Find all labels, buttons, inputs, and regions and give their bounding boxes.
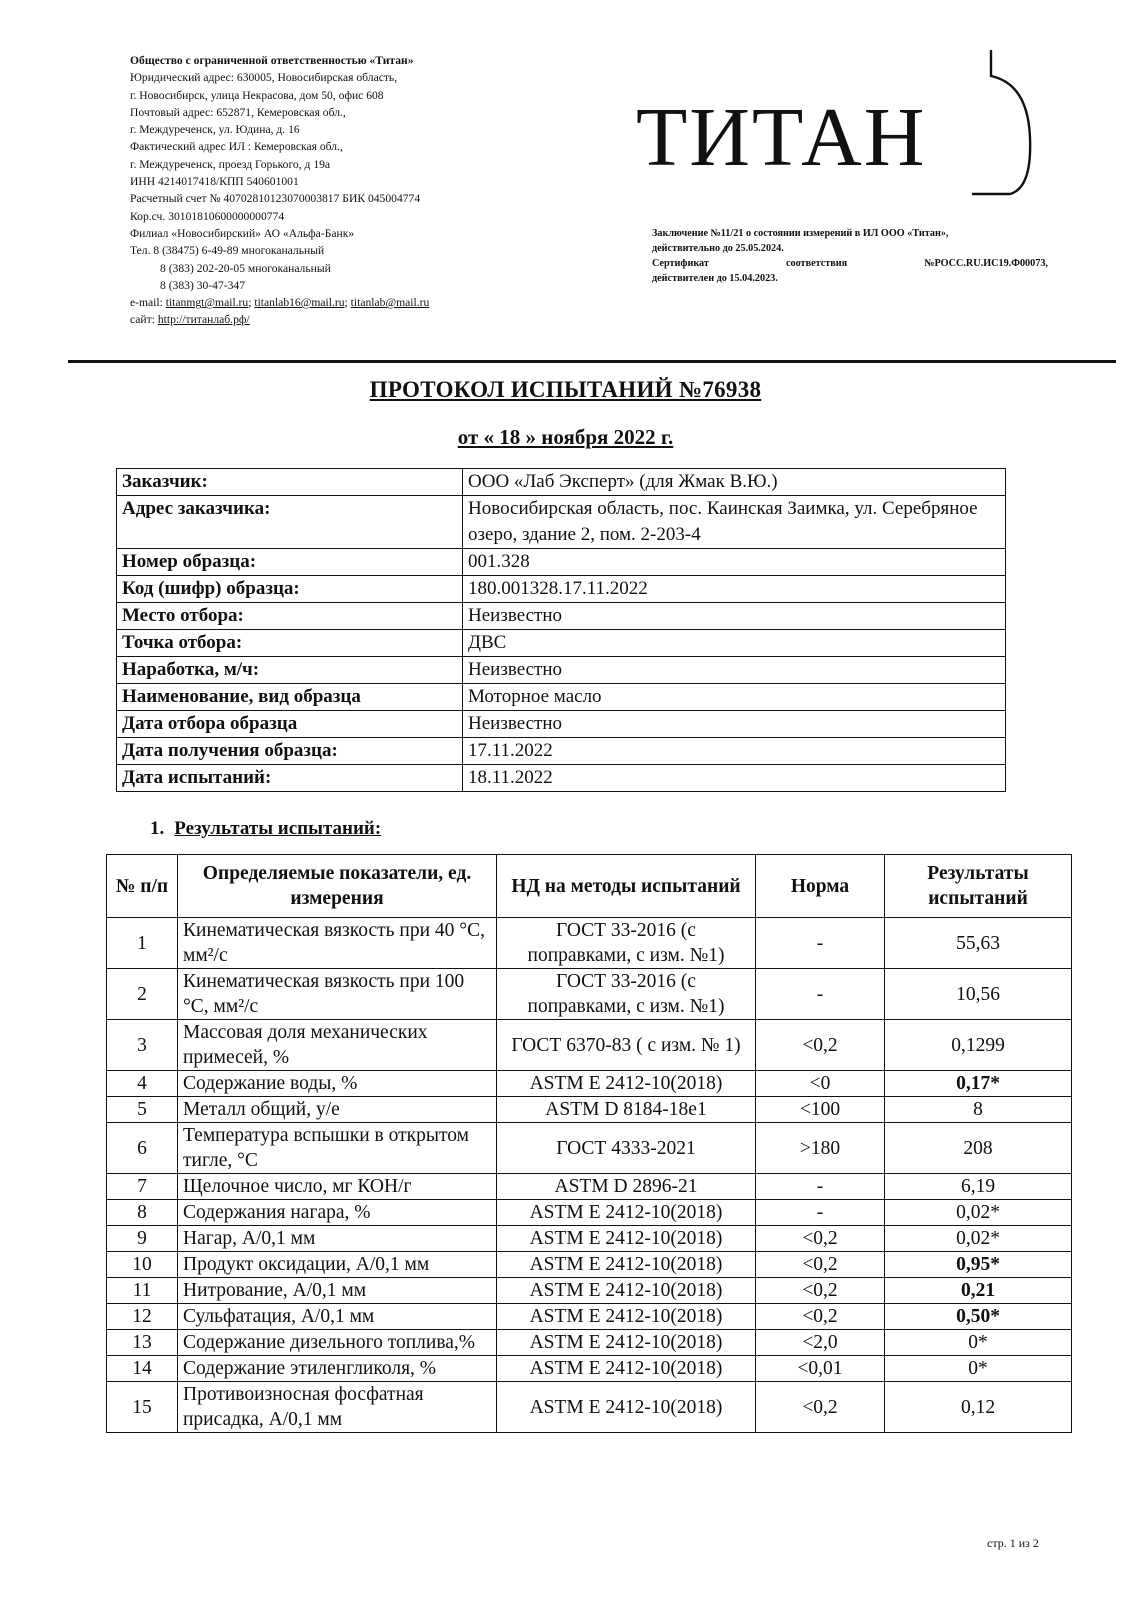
info-row xyxy=(117,765,1006,792)
result-norm: >180 xyxy=(756,1123,885,1174)
requisite-line: Расчетный счет № 40702810123070003817 БИК 045004774 xyxy=(130,192,421,206)
result-num: 7 xyxy=(107,1174,178,1200)
result-value: 208 xyxy=(885,1123,1072,1174)
requisite-line: 8 (383) 30-47-347 xyxy=(160,278,246,292)
result-norm: <0,2 xyxy=(756,1278,885,1304)
result-norm: - xyxy=(756,918,885,969)
result-norm: <0,2 xyxy=(756,1252,885,1278)
info-value: ДВС xyxy=(463,630,1006,657)
result-param: Содержание воды, % xyxy=(178,1071,497,1097)
result-method: ГОСТ 33-2016 (с поправками, с изм. №1) xyxy=(497,969,756,1020)
result-norm: <0,2 xyxy=(756,1020,885,1071)
result-param: Нагар, А/0,1 мм xyxy=(178,1226,497,1252)
result-norm: <0,01 xyxy=(756,1356,885,1382)
result-value: 6,19 xyxy=(885,1174,1072,1200)
info-value: Неизвестно xyxy=(463,603,1006,630)
result-param: Содержание этиленгликоля, % xyxy=(178,1356,497,1382)
result-norm: <0,2 xyxy=(756,1382,885,1433)
info-key: Номер образца: xyxy=(117,549,463,576)
results-row xyxy=(107,1226,1072,1252)
header-param: Определяемые показатели, ед. измерения xyxy=(178,855,497,918)
results-header-row xyxy=(107,855,1072,918)
result-method: ГОСТ 33-2016 (с поправками, с изм. №1) xyxy=(497,918,756,969)
info-key: Адрес заказчика: xyxy=(117,496,463,549)
requisite-line: Общество с ограниченной ответственностью «Титан» xyxy=(130,54,414,67)
result-param: Продукт оксидации, А/0,1 мм xyxy=(178,1252,497,1278)
info-value: Неизвестно xyxy=(463,657,1006,684)
results-row xyxy=(107,1123,1072,1174)
result-num: 10 xyxy=(107,1252,178,1278)
info-value: Неизвестно xyxy=(463,711,1006,738)
results-row xyxy=(107,1382,1072,1433)
requisite-line: Кор.сч. 30101810600000000774 xyxy=(130,209,285,223)
result-method: ASTM E 2412-10(2018) xyxy=(497,1278,756,1304)
info-key: Заказчик: xyxy=(117,469,463,496)
results-row xyxy=(107,1071,1072,1097)
info-row xyxy=(117,711,1006,738)
logo-text: ТИТАН xyxy=(636,91,927,184)
info-value: 18.11.2022 xyxy=(463,765,1006,792)
result-method: ASTM D 8184-18e1 xyxy=(497,1097,756,1123)
result-num: 12 xyxy=(107,1304,178,1330)
section-number: 1. xyxy=(150,818,165,839)
result-num: 13 xyxy=(107,1330,178,1356)
site-label: сайт: xyxy=(130,313,158,327)
protocol-date: от « 18 » ноября 2022 г. xyxy=(457,425,674,449)
info-row xyxy=(117,469,1006,496)
section-title: Результаты испытаний: xyxy=(174,818,382,839)
email-link-3[interactable]: titanlab@mail.ru xyxy=(350,296,430,310)
info-value: 180.001328.17.11.2022 xyxy=(463,576,1006,603)
result-norm: - xyxy=(756,1200,885,1226)
result-value: 0,17* xyxy=(885,1071,1072,1097)
certificate-info xyxy=(652,226,1048,286)
info-key: Дата испытаний: xyxy=(117,765,463,792)
result-param: Щелочное число, мг КОН/г xyxy=(178,1174,497,1200)
result-method: ASTM E 2412-10(2018) xyxy=(497,1304,756,1330)
result-num: 3 xyxy=(107,1020,178,1071)
email-link-1[interactable]: titanmgt@mail.ru xyxy=(165,296,249,310)
result-value: 0,12 xyxy=(885,1382,1072,1433)
result-value: 0,1299 xyxy=(885,1020,1072,1071)
header-result: Результаты испытаний xyxy=(885,855,1072,918)
results-row xyxy=(107,1304,1072,1330)
result-method: ASTM E 2412-10(2018) xyxy=(497,1252,756,1278)
info-key: Наработка, м/ч: xyxy=(117,657,463,684)
result-value: 0* xyxy=(885,1330,1072,1356)
result-param: Противоизносная фосфатная присадка, А/0,1 мм xyxy=(178,1382,497,1433)
result-value: 55,63 xyxy=(885,918,1072,969)
result-value: 0,50* xyxy=(885,1304,1072,1330)
requisite-line: Тел. 8 (38475) 6-49-89 многоканальный xyxy=(130,244,325,258)
result-method: ASTM E 2412-10(2018) xyxy=(497,1071,756,1097)
company-logo xyxy=(636,48,1076,208)
result-num: 11 xyxy=(107,1278,178,1304)
requisite-line: г. Междуреченск, проезд Горького, д 19а xyxy=(130,157,331,171)
info-row xyxy=(117,576,1006,603)
result-num: 8 xyxy=(107,1200,178,1226)
result-method: ГОСТ 6370-83 ( с изм. № 1) xyxy=(497,1020,756,1071)
results-row xyxy=(107,1174,1072,1200)
requisite-line: 8 (383) 202-20-05 многоканальный xyxy=(160,261,331,275)
results-row xyxy=(107,1278,1072,1304)
protocol-title: ПРОТОКОЛ ИСПЫТАНИЙ №76938 xyxy=(369,377,762,402)
results-row xyxy=(107,969,1072,1020)
result-param: Металл общий, у/е xyxy=(178,1097,497,1123)
info-value: ООО «Лаб Эксперт» (для Жмак В.Ю.) xyxy=(463,469,1006,496)
results-row xyxy=(107,1330,1072,1356)
requisite-line: Почтовый адрес: 652871, Кемеровская обл., xyxy=(130,105,346,119)
results-row xyxy=(107,1020,1072,1071)
result-norm: <100 xyxy=(756,1097,885,1123)
sample-info-table xyxy=(116,468,1006,792)
email-label: e-mail: xyxy=(130,296,166,310)
result-norm: - xyxy=(756,969,885,1020)
result-value: 0,02* xyxy=(885,1226,1072,1252)
result-param: Температура вспышки в открытом тигле, °С xyxy=(178,1123,497,1174)
info-row xyxy=(117,684,1006,711)
cert-line-4: действителен до 15.04.2023. xyxy=(652,273,778,284)
requisite-line: г. Междуреченск, ул. Юдина, д. 16 xyxy=(130,123,300,137)
results-row xyxy=(107,1200,1072,1226)
header-norm: Норма xyxy=(756,855,885,918)
email-line: e-mail: titanmgt@mail.ru; titanlab16@mail.ru; titanlab@mail.ru xyxy=(130,296,430,310)
result-num: 5 xyxy=(107,1097,178,1123)
info-value: Новосибирская область, пос. Каинская Заимка, ул. Серебряное озеро, здание 2, пом. 2-203-4 xyxy=(463,496,1006,549)
result-num: 15 xyxy=(107,1382,178,1433)
header-method: НД на методы испытаний xyxy=(497,855,756,918)
results-row xyxy=(107,918,1072,969)
result-param: Содержания нагара, % xyxy=(178,1200,497,1226)
result-method: ASTM E 2412-10(2018) xyxy=(497,1356,756,1382)
result-param: Массовая доля механических примесей, % xyxy=(178,1020,497,1071)
company-requisites xyxy=(130,52,550,329)
result-num: 2 xyxy=(107,969,178,1020)
info-row xyxy=(117,603,1006,630)
result-value: 0,02* xyxy=(885,1200,1072,1226)
section-heading xyxy=(150,818,381,840)
cert-line-3: Сертификат соответствия №РОСС.RU.ИС19.Ф00073, xyxy=(652,258,1048,269)
info-row xyxy=(117,657,1006,684)
result-method: ASTM E 2412-10(2018) xyxy=(497,1200,756,1226)
result-num: 1 xyxy=(107,918,178,969)
requisite-line: ИНН 4214017418/КПП 540601001 xyxy=(130,175,299,189)
requisite-line: Юридический адрес: 630005, Новосибирская область, xyxy=(130,71,398,85)
result-num: 4 xyxy=(107,1071,178,1097)
info-row xyxy=(117,738,1006,765)
result-value: 10,56 xyxy=(885,969,1072,1020)
result-value: 8 xyxy=(885,1097,1072,1123)
cert-line-1: Заключение №11/21 о состоянии измерений в ИЛ ООО «Титан», xyxy=(652,228,949,239)
site-link[interactable]: http://титанлаб.рф/ xyxy=(157,313,250,327)
result-method: ASTM E 2412-10(2018) xyxy=(497,1382,756,1433)
info-row xyxy=(117,496,1006,549)
result-method: ASTM E 2412-10(2018) xyxy=(497,1226,756,1252)
result-param: Нитрование, А/0,1 мм xyxy=(178,1278,497,1304)
result-num: 14 xyxy=(107,1356,178,1382)
result-method: ASTM E 2412-10(2018) xyxy=(497,1330,756,1356)
result-value: 0,21 xyxy=(885,1278,1072,1304)
info-key: Дата получения образца: xyxy=(117,738,463,765)
result-param: Сульфатация, А/0,1 мм xyxy=(178,1304,497,1330)
result-num: 6 xyxy=(107,1123,178,1174)
result-param: Кинематическая вязкость при 100 °С, мм²/с xyxy=(178,969,497,1020)
result-value: 0* xyxy=(885,1356,1072,1382)
info-value: 17.11.2022 xyxy=(463,738,1006,765)
result-norm: <0,2 xyxy=(756,1226,885,1252)
result-norm: <0,2 xyxy=(756,1304,885,1330)
header-divider xyxy=(68,360,1116,363)
info-row xyxy=(117,630,1006,657)
header-num: № п/п xyxy=(107,855,178,918)
result-num: 9 xyxy=(107,1226,178,1252)
info-row xyxy=(117,549,1006,576)
site-line xyxy=(130,311,550,328)
info-value: Моторное масло xyxy=(463,684,1006,711)
results-table xyxy=(106,854,1072,1433)
requisite-line: Филиал «Новосибирский» АО «Альфа-Банк» xyxy=(130,226,355,240)
result-param: Кинематическая вязкость при 40 °С, мм²/с xyxy=(178,918,497,969)
cert-line-2: действительно до 25.05.2024. xyxy=(652,243,784,254)
requisite-line: Фактический адрес ИЛ : Кемеровская обл., xyxy=(130,140,343,154)
results-row xyxy=(107,1252,1072,1278)
info-key: Точка отбора: xyxy=(117,630,463,657)
results-row xyxy=(107,1356,1072,1382)
requisite-line: г. Новосибирск, улица Некрасова, дом 50, офис 608 xyxy=(130,88,384,102)
info-key: Код (шифр) образца: xyxy=(117,576,463,603)
result-method: ASTM D 2896-21 xyxy=(497,1174,756,1200)
info-value: 001.328 xyxy=(463,549,1006,576)
result-param: Содержание дизельного топлива,% xyxy=(178,1330,497,1356)
info-key: Дата отбора образца xyxy=(117,711,463,738)
info-key: Место отбора: xyxy=(117,603,463,630)
result-norm: - xyxy=(756,1174,885,1200)
result-norm: <2,0 xyxy=(756,1330,885,1356)
results-row xyxy=(107,1097,1072,1123)
result-value: 0,95* xyxy=(885,1252,1072,1278)
email-link-2[interactable]: titanlab16@mail.ru xyxy=(254,296,345,310)
result-method: ГОСТ 4333-2021 xyxy=(497,1123,756,1174)
info-key: Наименование, вид образца xyxy=(117,684,463,711)
page-number: стр. 1 из 2 xyxy=(987,1536,1039,1550)
result-norm: <0 xyxy=(756,1071,885,1097)
logo-bracket-icon xyxy=(966,48,1046,208)
